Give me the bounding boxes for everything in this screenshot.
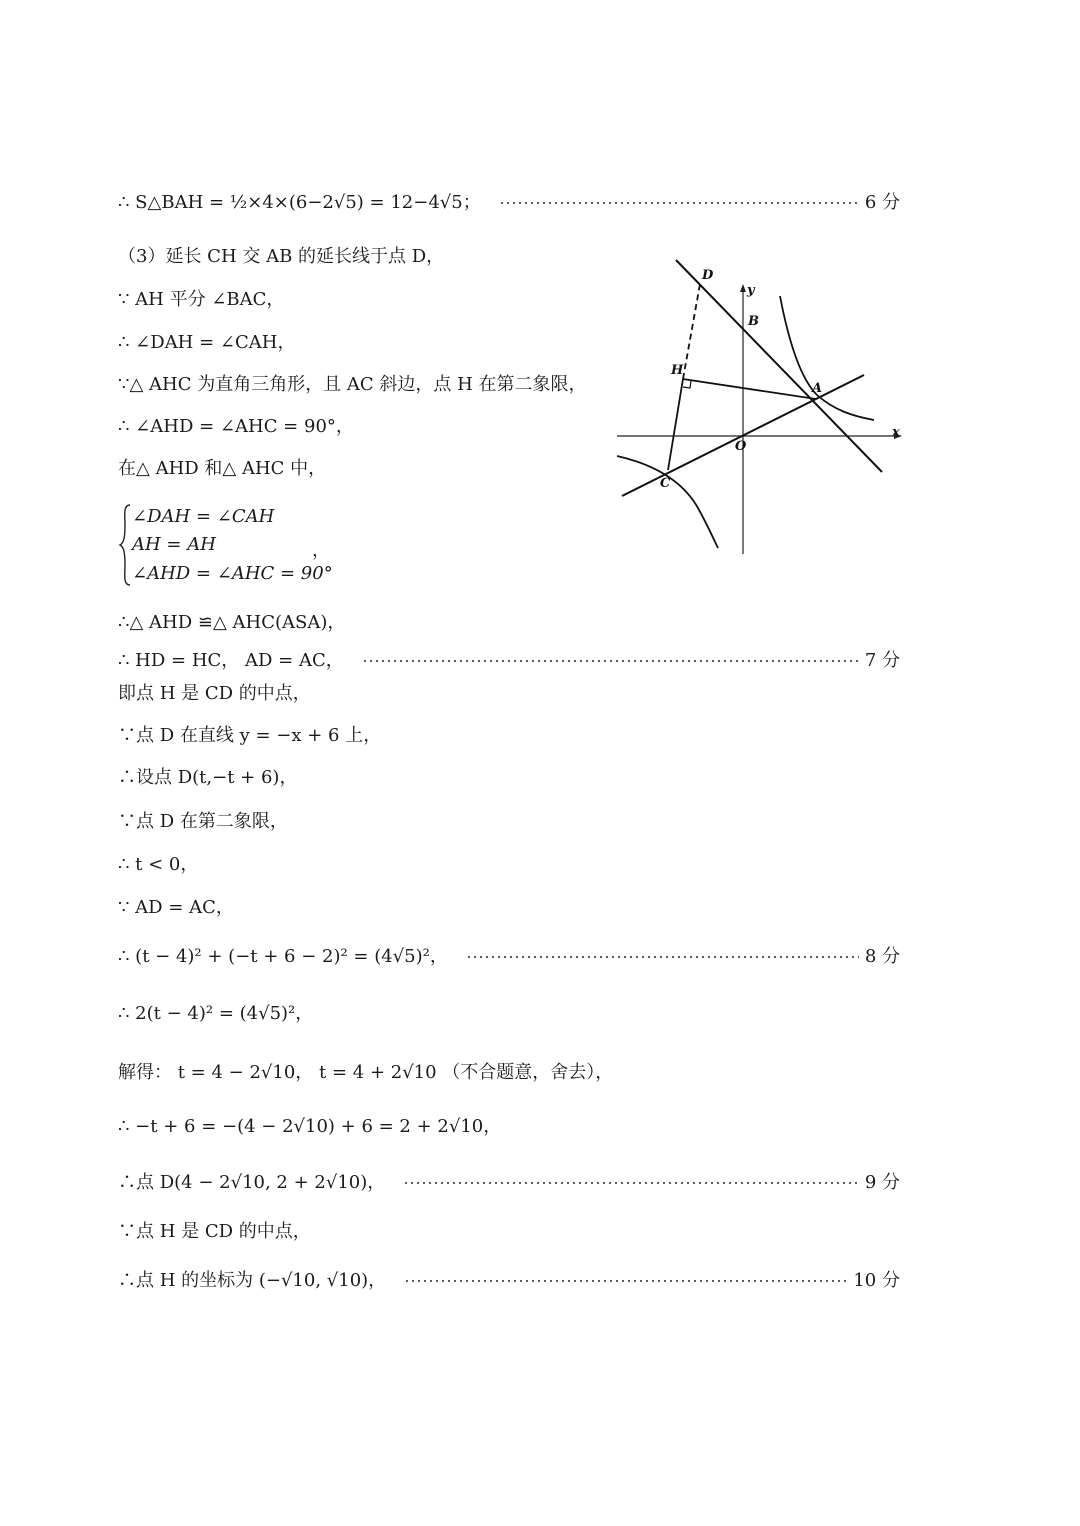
equation-line	[118, 945, 900, 969]
dot-leader	[403, 1182, 859, 1184]
score-label: 6 分	[864, 192, 900, 213]
point-d-line	[118, 1171, 900, 1195]
line-text: ∴点 H 的坐标为 (−√10, √10)，	[118, 1270, 387, 1291]
label-h: H	[671, 363, 684, 378]
system-row-1: ∠DAH = ∠CAH	[132, 506, 275, 527]
line-ab	[676, 260, 882, 472]
right-angle-mark	[683, 381, 691, 388]
line-text: ∴ S△BAH = ½×4×(6−2√5) = 12−4√5；	[118, 192, 481, 213]
system-brace	[118, 503, 132, 587]
label-x: x	[892, 425, 900, 440]
triangles-intro-line: 在△ AHD 和△ AHC 中，	[118, 458, 327, 479]
label-c: C	[660, 476, 671, 491]
label-y: y	[747, 283, 755, 298]
right-angle-line: ∴ ∠AHD = ∠AHC = 90°，	[118, 416, 354, 437]
dot-leader	[404, 1280, 847, 1282]
line-text: ∴点 D(4 − 2√10, 2 + 2√10)，	[118, 1172, 386, 1193]
right-triangle-line: ∵△ AHC 为直角三角形，且 AC 斜边，点 H 在第二象限，	[118, 374, 587, 395]
simplified-equation-line: ∴ 2(t − 4)² = (4√5)²，	[118, 1003, 314, 1024]
score-label: 8 分	[864, 946, 900, 967]
bisector-line: ∵ AH 平分 ∠BAC，	[118, 289, 285, 310]
t-negative-line: ∴ t < 0，	[118, 854, 199, 875]
label-o: O	[735, 439, 747, 454]
area-result-line	[118, 191, 900, 215]
h-midpoint-line: ∵点 H 是 CD 的中点，	[118, 1221, 311, 1242]
congruent-line: ∴△ AHD ≌△ AHC(ASA)，	[118, 612, 346, 633]
dot-leader	[499, 202, 859, 204]
ad-ac-line: ∵ AD = AC，	[118, 897, 234, 918]
system-row-2: AH = AH	[132, 534, 216, 555]
score-label: 7 分	[864, 650, 900, 671]
part3-intro: （3）延长 CH 交 AB 的延长线于点 D，	[118, 246, 445, 267]
label-b: B	[748, 314, 759, 329]
compute-y-line: ∴ −t + 6 = −(4 − 2√10) + 6 = 2 + 2√10，	[118, 1116, 502, 1137]
score-label: 10 分	[853, 1270, 900, 1291]
midpoint-line: 即点 H 是 CD 的中点，	[118, 683, 311, 704]
system-comma: ，	[312, 540, 330, 561]
angle-equal-line: ∴ ∠DAH = ∠CAH，	[118, 332, 296, 353]
label-d: D	[702, 268, 714, 283]
hd-hc-line	[118, 649, 900, 673]
hyperbola-branch-right	[780, 296, 874, 420]
line-text: ∴ (t − 4)² + (−t + 6 − 2)² = (4√5)²，	[118, 946, 448, 967]
set-d-line: ∴设点 D(t,−t + 6)，	[118, 767, 298, 788]
solution-line: 解得： t = 4 − 2√10， t = 4 + 2√10 （不合题意，舍去），	[118, 1062, 614, 1083]
segment-ch	[668, 379, 683, 470]
d-on-line: ∵点 D 在直线 y = −x + 6 上，	[118, 725, 382, 746]
dot-leader	[466, 956, 859, 958]
system-row-3: ∠AHD = ∠AHC = 90°	[132, 563, 333, 584]
segment-ha	[683, 379, 816, 399]
segment-hd-dashed	[683, 284, 700, 379]
y-axis-arrow	[740, 284, 746, 292]
geometry-figure	[612, 258, 912, 558]
dot-leader	[362, 660, 859, 662]
d-quadrant-line: ∵点 D 在第二象限，	[118, 811, 288, 832]
h-coordinate-line	[118, 1269, 900, 1293]
score-label: 9 分	[864, 1172, 900, 1193]
label-a: A	[812, 381, 823, 396]
line-text: ∴ HD = HC， AD = AC，	[118, 650, 344, 671]
